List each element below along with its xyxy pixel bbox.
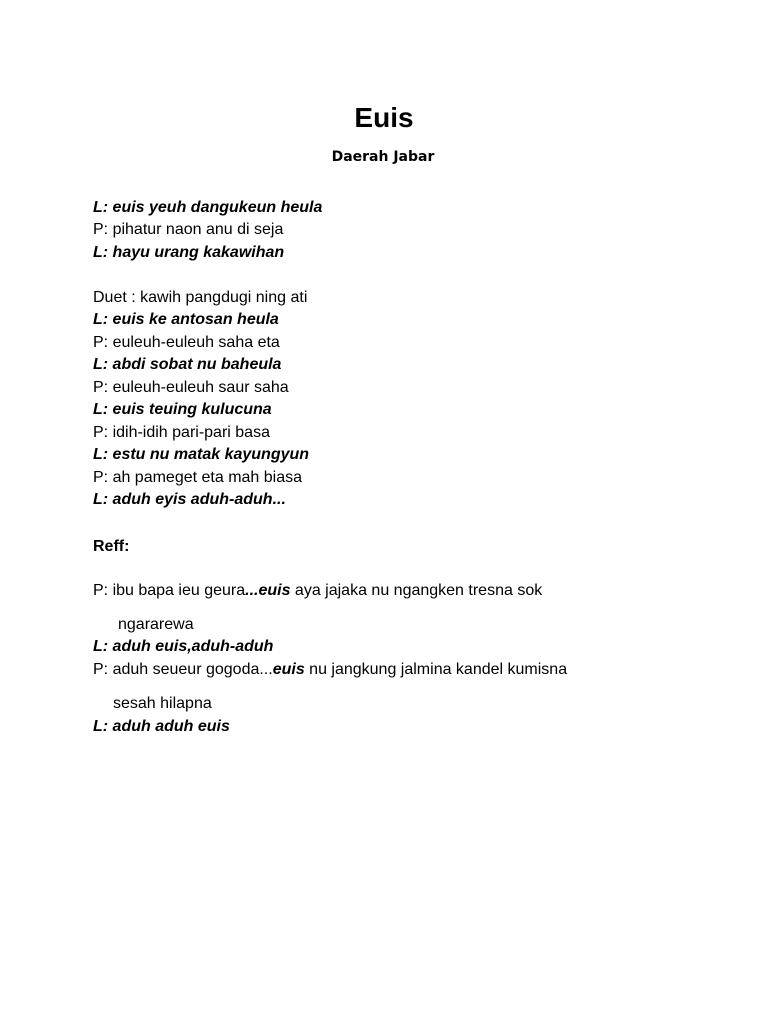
reff-line-wrap: sesah hilapna xyxy=(113,695,212,712)
reff-line-text: P: ibu bapa ieu geura xyxy=(93,582,246,599)
reff-line-p xyxy=(93,659,567,681)
reff-line-l: L: aduh aduh euis xyxy=(93,718,230,735)
reff-line-l: L: aduh euis,aduh-aduh xyxy=(93,638,274,655)
lyric-line-p: P: euleuh-euleuh saha eta xyxy=(93,334,280,351)
reff-line-text: aya jajaka nu ngangken tresna sok xyxy=(290,582,543,599)
reff-line-p xyxy=(93,580,542,602)
lyric-line-p: P: ah pameget eta mah biasa xyxy=(93,469,303,486)
lyric-line-duet: Duet : kawih pangdugi ning ati xyxy=(93,289,308,306)
reff-heading: Reff: xyxy=(93,538,130,555)
reff-line-text: nu jangkung jalmina kandel kumisna xyxy=(304,661,568,678)
lyric-line-l: L: estu nu matak kayungyun xyxy=(93,446,310,463)
lyric-line-l: L: abdi sobat nu baheula xyxy=(93,356,282,373)
song-title: Euis xyxy=(354,102,414,133)
lyric-line-l: L: euis yeuh dangukeun heula xyxy=(93,199,323,216)
lyric-line-l: L: euis teuing kulucuna xyxy=(93,401,272,418)
lyric-line-l: L: euis ke antosan heula xyxy=(93,311,279,328)
reff-line-text: P: aduh seueur gogoda... xyxy=(93,661,273,678)
lyric-line-p: P: pihatur naon anu di seja xyxy=(93,221,284,238)
song-region: Daerah Jabar xyxy=(331,149,435,165)
lyric-line-p: P: euleuh-euleuh saur saha xyxy=(93,379,289,396)
reff-line-emphasis: ...euis xyxy=(245,582,291,599)
lyric-line-p: P: idih-idih pari-pari basa xyxy=(93,424,270,441)
reff-line-wrap: ngararewa xyxy=(118,616,194,633)
reff-line-emphasis: euis xyxy=(272,661,305,678)
lyric-line-l: L: aduh eyis aduh-aduh... xyxy=(93,491,286,508)
lyric-line-l: L: hayu urang kakawihan xyxy=(93,244,285,261)
